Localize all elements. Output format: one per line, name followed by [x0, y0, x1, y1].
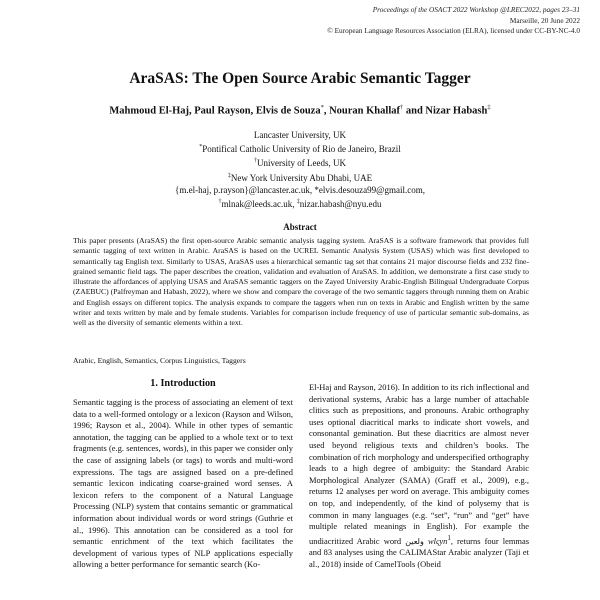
- right-text-part-1: El-Haj and Rayson, 2016). In addition to its rich inflectional and derivational systems, Arabic has a large number of attachable clitics such as prepositions, and pronouns. Arabic orthography uses optional diacritical marks to indicate short vowels, and consonantal gemination. But these diacritics are almost never used beyond religious texts and children’s books. The combination of rich morphology and underspecified orthography leads to a high degree of ambiguity: the Standard Arabic Morphological Analyzer (SAMA) (Graff et al., 2009), e.g., returns 12 analyses per word on average. This ambiguity comes on top, and independently, of the kind of polysemy that is common in many languages (e.g. “set”, “run” and “get” have multiple related meanings in English). For example the undiacritized Arabic word: [309, 382, 529, 546]
- affiliation-line-1: Lancaster University, UK: [253, 130, 347, 140]
- author-mark-2: †: [399, 104, 404, 111]
- keywords-line: Arabic, English, Semantics, Corpus Linguistics, Taggers: [73, 356, 246, 365]
- email-line-2: [0, 196, 600, 210]
- affiliation-text-2: Pontifical Catholic University of Rio de Janeiro, Brazil: [202, 144, 401, 155]
- affiliation-text-3: University of Leeds, UK: [257, 158, 346, 169]
- affiliation-mark-2: *: [199, 144, 203, 151]
- right-text-part-2: , returns four lemmas and 83 analyses using the CALIMAStar Arabic analyzer (Taji et al., 2018) inside of CamelTools (Obeid: [309, 535, 529, 569]
- location-date-line: Marseille, 20 June 2022: [509, 15, 580, 25]
- author-mark-1: *: [320, 104, 324, 111]
- transliteration: wlςyn: [427, 535, 448, 546]
- proceedings-line: Proceedings of the OSACT 2022 Workshop @LREC2022, pages 23–31: [372, 5, 580, 14]
- affiliation-line-3: [0, 155, 600, 169]
- copyright-line: © European Language Resources Association (ELRA), licensed under CC-BY-NC-4.0: [327, 26, 580, 35]
- affiliation-line-4: [0, 170, 600, 184]
- affiliation-text-4: New York University Abu Dhabi, UAE: [230, 172, 373, 183]
- left-column: [73, 378, 293, 571]
- email-mark-2: ‡: [296, 199, 300, 206]
- right-column: [309, 382, 529, 570]
- arabic-example-word: ولعين: [405, 536, 424, 546]
- email-mark-1: †: [218, 199, 222, 206]
- affiliation-mark-4: ‡: [227, 172, 231, 179]
- footnote-mark-1: 1: [447, 533, 451, 542]
- author-group-2: , Nouran Khallaf: [323, 105, 400, 117]
- email-text-2: nizar.habash@nyu.edu: [299, 199, 382, 210]
- paper-title: AraSAS: The Open Source Arabic Semantic Tagger: [129, 70, 471, 87]
- introduction-right-text: [309, 382, 529, 570]
- author-group-1: Mahmoud El-Haj, Paul Rayson, Elvis de Souza: [109, 105, 321, 117]
- abstract-body: This paper presents (AraSAS) the first open-source Arabic semantic analysis tagging system. AraSAS is a software framework that provides full semantic tagging of text written in Arabic. AraSAS is based on the UCREL Semantic Analysis System (USAS) which was first developed to semantically tag English text. Similarly to USAS, AraSAS uses a hierarchical semantic tag set that contains 21 major discourse fields and 232 fine-grained semantic field tags. The paper describes the creation, validation and evaluation of AraSAS. In addition, we demonstrate a first case study to illustrate the affordances of applying USAS and AraSAS semantic taggers on the Zayed University Arabic-English Bilingual Undergraduate Corpus (ZAEBUC) (Palfreyman and Habash, 2022), where we show and compare the coverage of the two semantic taggers through running them on Arabic and English essays on different topics. The analysis expands to compare the taggers when run on texts in Arabic and English written by the same writer and texts written by male and by female students. Variables for comparison include frequency of use of particular semantic sub-domains, as well as the diversity of semantic elements within a text.: [73, 236, 529, 328]
- affiliations: [0, 129, 600, 210]
- abstract-heading: Abstract: [283, 222, 317, 232]
- email-text-1: mlnak@leeds.ac.uk,: [221, 199, 297, 210]
- author-mark-3: ‡: [487, 104, 491, 111]
- affiliation-line-2: [0, 141, 600, 155]
- section-heading-introduction: 1. Introduction: [150, 378, 216, 389]
- affiliation-mark-3: †: [254, 158, 257, 165]
- introduction-left-text: Semantic tagging is the process of associating an element of text data to a well-formed ontology or a lexicon (Rayson and Wilson, 1996; Rayson et al., 2004). While in other types of semantic annotation, the tagging can be applied to a whole text or to text fragments (e.g. sentences, words), in this paper we consider only the case of assigning labels (or tags) to words and multi-word expressions. The tags are assigned based on a pre-defined semantic lexicon indicating coarse-grained word senses. A lexicon refers to the component of a Natural Language Processing (NLP) system that contains semantic or grammatical information about individual words or word strings (Guthrie et al., 1996). This annotation can be considered as a tool for semantic enrichment of the text which facilitates the development of various types of NLP applications especially allowing a better performance for semantic search (Ko-: [73, 397, 293, 570]
- email-line-1: {m.el-haj, p.rayson}@lancaster.ac.uk, *elvis.desouza99@gmail.com,: [175, 184, 425, 195]
- proceedings-header: [160, 5, 580, 37]
- author-group-3: and Nizar Habash: [403, 105, 488, 117]
- author-list: [0, 104, 600, 117]
